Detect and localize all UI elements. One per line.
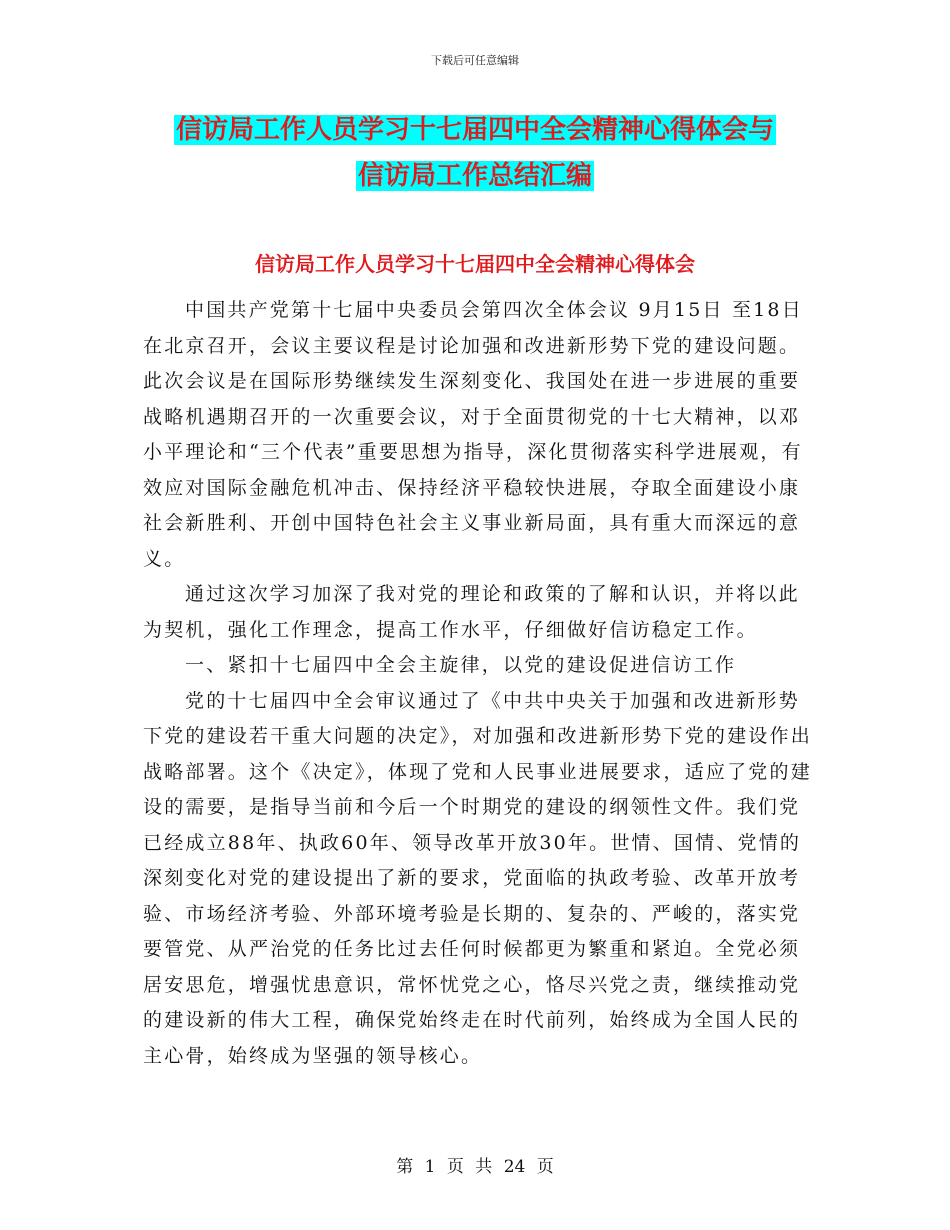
section-heading-1: 一、紧扣十七届四中全会主旋律，以党的建设促进信访工作 bbox=[185, 654, 737, 676]
main-title-line-2-text: 信访局工作总结汇编 bbox=[357, 161, 592, 191]
section-title: 信访局工作人员学习十七届四中全会精神心得体会 bbox=[255, 252, 695, 276]
main-title-line-2 bbox=[0, 156, 950, 196]
paragraph-3: 党的十七届四中全会审议通过了《中共中央关于加强和改进新形势下党的建设若干重大问题的决定》，对加强和改进新形势下党的建设作出战略部署。这个《决定》，体现了党和人民事业进展要求，适应了党的建设的需要，是指导当前和今后一个时期党的建设的纲领性文件。我们党已经成立88年、执政60年、领导改革开放30年。世情、国情、党情的深刻变化对党的建设提出了新的要求，党面临的执政考验、改革开放考验、市场经济考验、外部环境考验是长期的、复杂的、严峻的，落实党要管党、从严治党的任务比过去任何时候都更为繁重和紧迫。全党必须居安思危，增强忧患意识，常怀忧党之心，恪尽兴党之责，继续推动党的建设新的伟大工程，确保党始终走在时代前列，始终成为全国人民的主心骨，始终成为坚强的领导核心。 bbox=[143, 689, 812, 1067]
paragraph-2: 通过这次学习加深了我对党的理论和政策的了解和认识，并将以此为契机，强化工作理念，提高工作水平，仔细做好信访稳定工作。 bbox=[143, 583, 800, 641]
main-title-line-1-text: 信访局工作人员学习十七届四中全会精神心得体会与 bbox=[175, 115, 774, 145]
page-footer: 第 1 页 共 24 页 bbox=[396, 1157, 554, 1177]
document-body bbox=[143, 293, 813, 1074]
paragraph-1: 中国共产党第十七届中央委员会第四次全体会议 9月15日 至18日在北京召开，会议主要议程是讨论加强和改进新形势下党的建设问题。此次会议是在国际形势继续发生深刻变化、我国处在进一步进展的重要战略机遇期召开的一次重要会议，对于全面贯彻党的十七大精神，以邓小平理论和“三个代表”重要思想为指导，深化贯彻落实科学进展观，有效应对国际金融危机冲击、保持经济平稳较快进展，夺取全面建设小康社会新胜利、开创中国特色社会主义事业新局面，具有重大而深远的意义。 bbox=[143, 299, 803, 570]
header-note: 下载后可任意编辑 bbox=[431, 54, 519, 67]
main-title-line-1 bbox=[0, 110, 950, 150]
